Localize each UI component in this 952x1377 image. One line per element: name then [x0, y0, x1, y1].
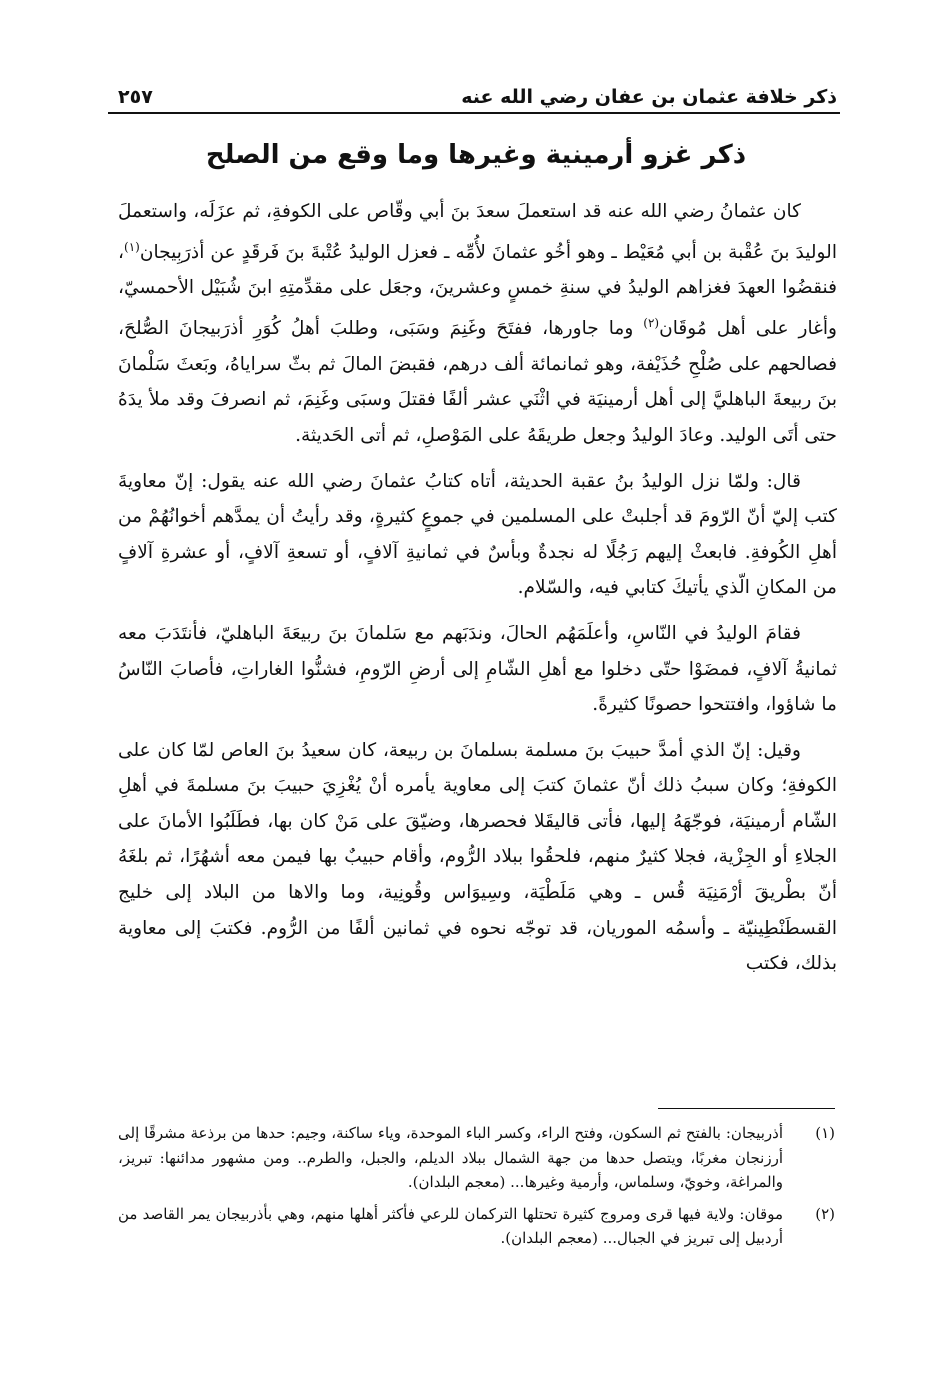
- footnote-text: أذربيجان: بالفتح ثم السكون، وفتح الراء، وكسر الباء الموحدة، وياء ساكنة، وجيم: حدها من برذعة مشرقًا إلى أرزنجان مغربًا، ويتصل حدها من جهة الشمال ببلاد الديلم، والجبل، والطرم.. ومن مشهور مدائنها: تبريز، والمراغة، وخويّ، وسلماس، وأرمية وغيرها... (معجم البلدان).: [118, 1124, 783, 1191]
- paragraph-text: قال: ولمّا نزل الوليدُ بنُ عقبة الحديثة، أتاه كتابُ عثمانَ رضي الله عنه يقول: إنّ معاويةَ كتب إليّ أنّ الرّومَ قد أجلبتْ على المسلمين في جموعٍ كثيرةٍ، وقد رأيتُ أن يمدَّهم أخوانُهُمْ من أهلِ الكُوفةِ. فابعثْ إليهم رَجُلًا له نجدةٌ وبأسٌ في ثمانيةِ آلافٍ، أو تسعةِ آلافٍ، أو عشرةِ آلافٍ من المكانِ الّذي يأتيكَ كتابي فيه، والسّلام.: [118, 470, 837, 599]
- footnotes: [118, 1121, 835, 1258]
- footnote-text: موقان: ولاية فيها قرى ومروج كثيرة تحتلها التركمان للرعي فأكثر أهلها منهم، وهي بأذربيجان يمر القاصد من أردبيل إلى تبريز في الجبال... (معجم البلدان).: [118, 1204, 783, 1247]
- footnote: [118, 1121, 835, 1195]
- footnote: [118, 1202, 835, 1251]
- body-paragraph: [118, 194, 837, 454]
- footnote-separator: [658, 1108, 835, 1109]
- body-text: [118, 194, 837, 982]
- header-rule: [108, 112, 840, 114]
- paragraph-text: فقامَ الوليدُ في النّاسِ، وأعلَمَهُم الحالَ، وندَبَهم مع سَلمانَ بنَ ربيعَةَ الباهليّ، فأنتَدَبَ معه ثمانيةُ آلافٍ، فمضَوْا حتّى دخلوا مع أهلِ الشّامِ إلى أرضِ الرّومِ، فشنُّوا الغاراتِ، فأصابَ النّاسُ ما شاؤوا، وافتتحوا حصونًا كثيرةً.: [118, 622, 837, 716]
- paragraph-text: ، فنقضُوا العهدَ فغزاهم الوليدُ في سنةِ خمسٍ وعشرينَ، وجعَل على مقدِّمتِهِ ابنَ شُبَيْل الأحمسيّ، وأغار على أهل مُوقَان: [118, 241, 838, 340]
- body-paragraph: [118, 464, 837, 606]
- body-paragraph: [118, 733, 837, 982]
- footnote-marker: (٢): [643, 315, 660, 330]
- footnote-marker: (١): [124, 239, 140, 254]
- paragraph-text: وما جاورها، ففتَحَ وغَنِمَ وسَبَى، وطلبَ أهلُ كُوَرِ أذرَبيجانَ الصُّلحَ، فصالحهم على صُلْحِ حُذَيْفة، وهو ثمانمائة ألف درهم، فقبضَ المالَ ثم بثّ سراياهُ، وبَعثَ سَلْمانَ بنَ ربيعةَ الباهليَّ إلى أهل أرمينيَة في اثْنَي عشر ألفًا فقتلَ وسبَى وغَنِمَ، ثم انصرفَ وقد ملأ يدَهُ حتى أتَى الوليد. وعادَ الوليدُ وجعل طريقَهُ على المَوْصلِ، ثم أتى الحَديثة.: [118, 318, 837, 446]
- running-title: ذكر خلافة عثمان بن عفان رضي الله عنه: [461, 86, 837, 108]
- running-head: [118, 78, 837, 108]
- footnote-number: (٢): [815, 1204, 835, 1223]
- section-title: ذكر غزو أرمينية وغيرها وما وقع من الصلح: [205, 140, 747, 170]
- paragraph-text: وقيل: إنّ الذي أمدَّ حبيبَ بنَ مسلمة بسلمانَ بن ربيعة، كان سعيدُ بنَ العاص لمّا كان على الكوفةِ؛ وكان سببُ ذلك أنّ عثمانَ كتبَ إلى معاوية يأمره أنْ يُغْزِيَ حبيبَ بنَ مسلمةَ في أهلِ الشّام أرمينيَة، فوجّهَهُ إليها، فأتى قاليقَلا فحصرها، وضيّقَ على مَنْ كان بها، فطَلَبُوا الأمانَ على الجلاءِ أو الجِزْية، فجلا كثيرٌ منهم، فلحقُوا ببلاد الرُّوم، وأقام حبيبٌ بها فيمن معه أشهُرًا، ثم بلغَهُ أنّ بطْريقَ أرْمَنِيَة قُس ـ وهي مَلَطْيَة، وسِيوَاس وقُونِية، وما والاها من البلاد إلى خليج القسطَنْطِينيّة ـ وأسمُه الموريان، قد توجّه نحوه في ثمانين ألفًا من الرُّوم. فكتبَ إلى معاوية بذلك، فكتب: [118, 739, 837, 975]
- footnote-number: (١): [815, 1124, 835, 1142]
- body-paragraph: [118, 616, 837, 723]
- page-number: ٢٥٧: [118, 86, 153, 108]
- paragraph-text: كان عثمانُ رضي الله عنه قد استعملَ سعدَ بنَ أبي وقّاص على الكوفةِ، ثم عزَلَه، واستعملَ الوليدَ بنَ عُقْبة بن أبي مُعَيْط ـ وهو أخُو عثمانَ لأُمِّه ـ فعزل الوليدُ عُتْبةَ بنَ فَرقَدٍ عن أذرَبِيجان: [118, 201, 837, 263]
